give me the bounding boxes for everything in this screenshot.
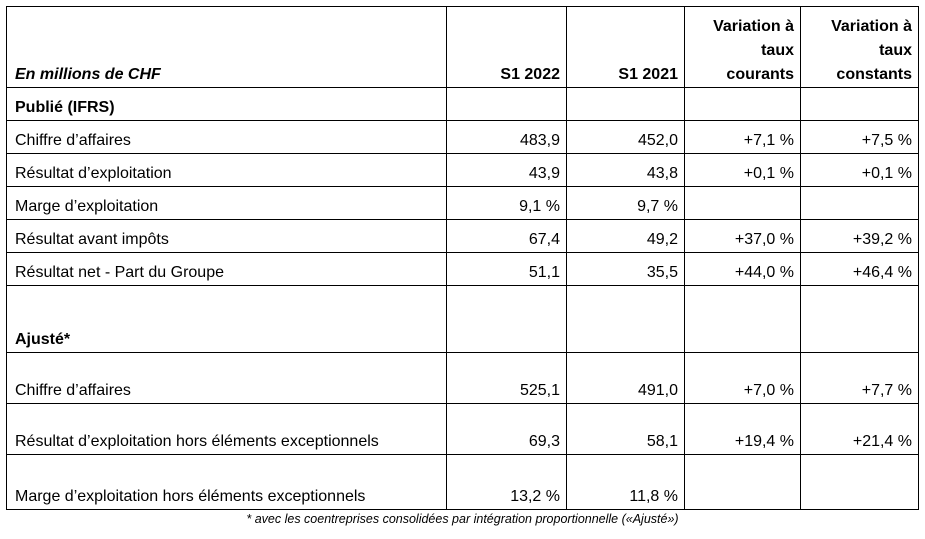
table-row bbox=[7, 154, 919, 187]
value-var-constants bbox=[801, 187, 919, 220]
row-label: Résultat d’exploitation hors éléments exceptionnels bbox=[7, 404, 447, 455]
value-var-courants bbox=[685, 187, 801, 220]
table-row bbox=[7, 121, 919, 154]
row-label: Résultat net - Part du Groupe bbox=[7, 253, 447, 286]
value-var-constants: +0,1 % bbox=[801, 154, 919, 187]
value-var-constants: +21,4 % bbox=[801, 404, 919, 455]
col-header-s1-2021: S1 2021 bbox=[567, 7, 685, 88]
row-label: Chiffre d’affaires bbox=[7, 353, 447, 404]
value-var-constants: +39,2 % bbox=[801, 220, 919, 253]
value-s1-2021: 58,1 bbox=[567, 404, 685, 455]
value-var-constants bbox=[801, 455, 919, 510]
table-row bbox=[7, 187, 919, 220]
value-s1-2022: 51,1 bbox=[447, 253, 567, 286]
row-label: Résultat avant impôts bbox=[7, 220, 447, 253]
value-var-courants: +19,4 % bbox=[685, 404, 801, 455]
value-var-courants: +37,0 % bbox=[685, 220, 801, 253]
table-row bbox=[7, 253, 919, 286]
value-var-constants: +46,4 % bbox=[801, 253, 919, 286]
col-header-s1-2022: S1 2022 bbox=[447, 7, 567, 88]
value-s1-2022: 9,1 % bbox=[447, 187, 567, 220]
value-s1-2021: 452,0 bbox=[567, 121, 685, 154]
table-row bbox=[7, 455, 919, 510]
value-s1-2022: 525,1 bbox=[447, 353, 567, 404]
table-row bbox=[7, 353, 919, 404]
row-label: Résultat d’exploitation bbox=[7, 154, 447, 187]
value-s1-2022: 483,9 bbox=[447, 121, 567, 154]
value-var-courants: +44,0 % bbox=[685, 253, 801, 286]
section-title-ajuste: Ajusté* bbox=[7, 286, 447, 353]
row-label: Chiffre d’affaires bbox=[7, 121, 447, 154]
table-row bbox=[7, 220, 919, 253]
value-s1-2021: 43,8 bbox=[567, 154, 685, 187]
header-row bbox=[7, 7, 919, 88]
col-header-variation-courants: Variation à taux courants bbox=[685, 7, 801, 88]
value-s1-2022: 67,4 bbox=[447, 220, 567, 253]
row-label: Marge d’exploitation bbox=[7, 187, 447, 220]
value-s1-2021: 11,8 % bbox=[567, 455, 685, 510]
col-header-variation-constants: Variation à taux constants bbox=[801, 7, 919, 88]
value-s1-2021: 49,2 bbox=[567, 220, 685, 253]
table-row bbox=[7, 404, 919, 455]
row-label: Marge d’exploitation hors éléments exceptionnels bbox=[7, 455, 447, 510]
value-s1-2021: 35,5 bbox=[567, 253, 685, 286]
value-var-courants bbox=[685, 455, 801, 510]
financial-results-table bbox=[6, 6, 919, 510]
value-s1-2021: 491,0 bbox=[567, 353, 685, 404]
section-title-publie: Publié (IFRS) bbox=[7, 88, 447, 121]
value-var-constants: +7,5 % bbox=[801, 121, 919, 154]
section-row-ajuste bbox=[7, 286, 919, 353]
value-var-courants: +0,1 % bbox=[685, 154, 801, 187]
value-s1-2021: 9,7 % bbox=[567, 187, 685, 220]
value-var-courants: +7,0 % bbox=[685, 353, 801, 404]
section-row-publie bbox=[7, 88, 919, 121]
value-s1-2022: 43,9 bbox=[447, 154, 567, 187]
value-s1-2022: 13,2 % bbox=[447, 455, 567, 510]
value-var-constants: +7,7 % bbox=[801, 353, 919, 404]
footnote: * avec les coentreprises consolidées par intégration proportionnelle («Ajusté») bbox=[246, 512, 679, 526]
value-s1-2022: 69,3 bbox=[447, 404, 567, 455]
value-var-courants: +7,1 % bbox=[685, 121, 801, 154]
unit-label: En millions de CHF bbox=[7, 7, 447, 88]
